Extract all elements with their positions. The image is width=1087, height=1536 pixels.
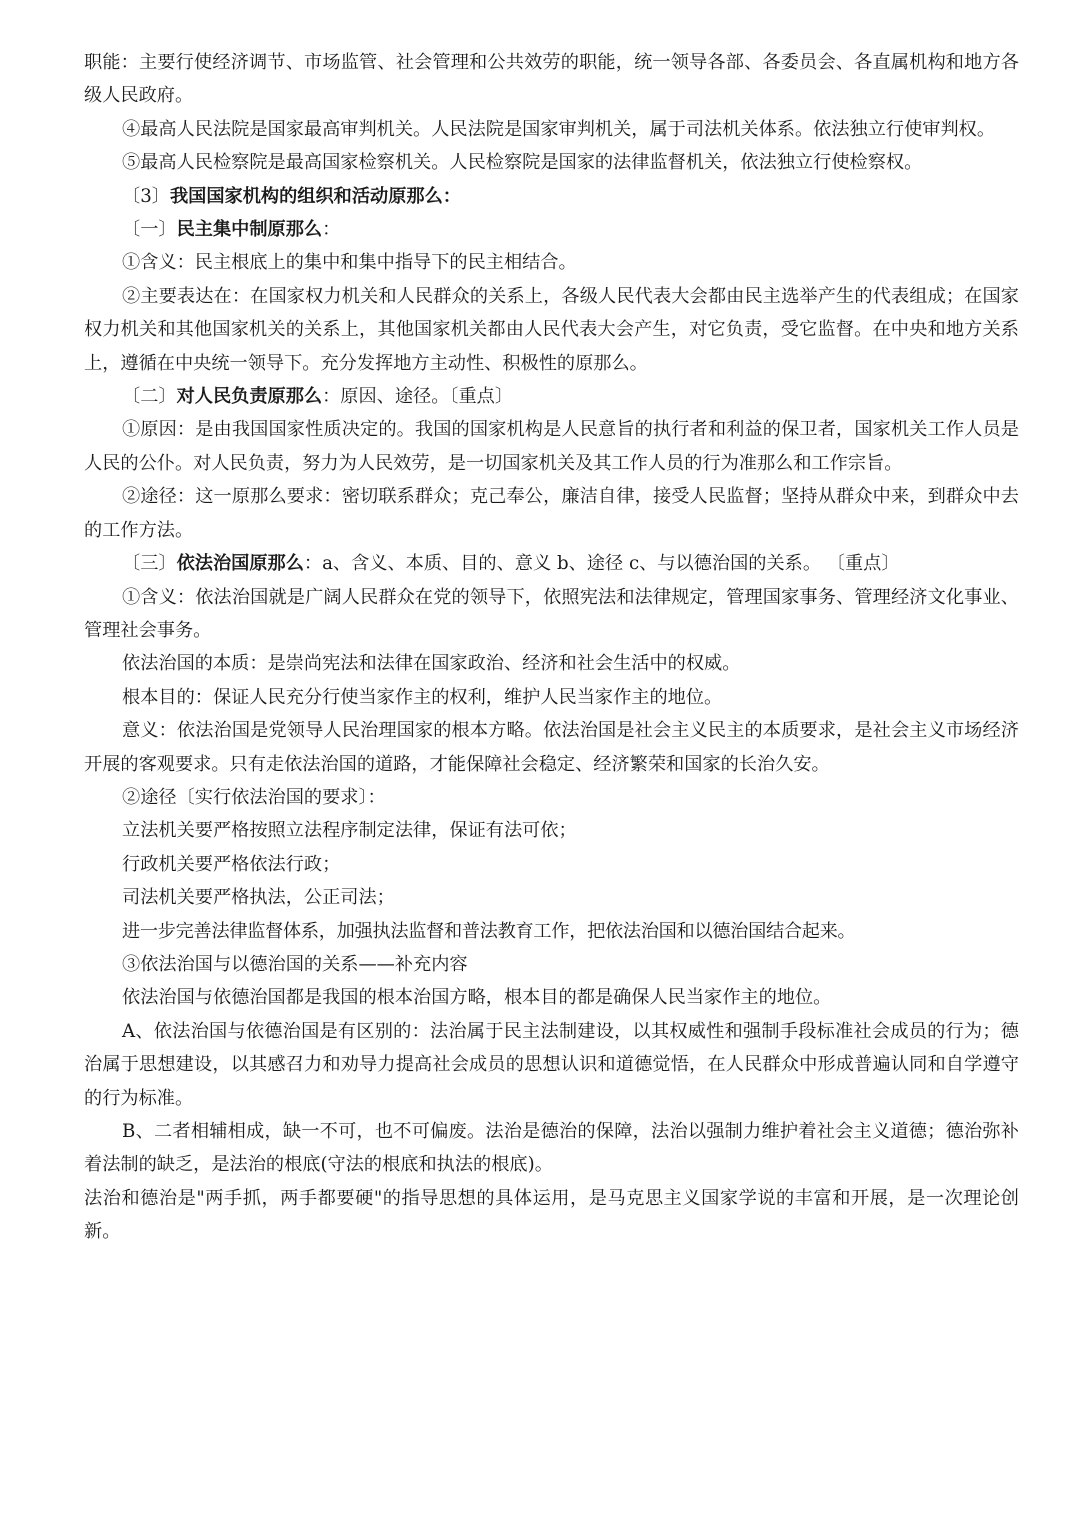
paragraph-procuratorate: ⑤最高人民检察院是最高国家检察机关。人民检察院是国家的法律监督机关，依法独立行使检察权。	[122, 152, 923, 174]
paragraph-approach-heading: ②途径〔实行依法治国的要求〕：	[122, 786, 386, 808]
paragraph-significance: 意义：依法治国是党领导人民治理国家的根本方略。依法治国是社会主义民主的本质要求，是社会主义市场经济开展的客观要求。只有走依法治国的道路，才能保障社会稳定、经济繁荣和国家的长治久安。	[84, 720, 1019, 775]
paragraph-essence: 依法治国的本质：是崇尚宪法和法律在国家政治、经济和社会生活中的权威。	[122, 653, 741, 675]
paragraph-relationship-heading: ③依法治国与以德治国的关系——补充内容	[122, 953, 468, 975]
paragraph-supervision: 进一步完善法律监督体系，加强执法监督和普法教育工作，把依法治国和以德治国结合起来。	[122, 920, 856, 942]
section-heading-principles: 〔3〕我国国家机构的组织和活动原那么：	[122, 185, 461, 207]
paragraph-legislature: 立法机关要严格按照立法程序制定法律，保证有法可依；	[122, 820, 577, 842]
paragraph-functions: 职能：主要行使经济调节、市场监管、社会管理和公共效劳的职能，统一领导各部、各委员会、各直属机构和地方各级人民政府。	[84, 52, 1019, 107]
paragraph-approach: ②途径：这一原那么要求：密切联系群众；克己奉公，廉洁自律，接受人民监督；坚持从群众中来，到群众中去的工作方法。	[84, 486, 1019, 541]
subheading-responsibility: 〔二〕对人民负责原那么：原因、途径。〔重点〕	[122, 386, 514, 408]
paragraph-complementary: B、二者相辅相成，缺一不可，也不可偏废。法治是德治的保障，法治以强制力维护着社会主义道德；德治弥补着法制的缺乏，是法治的根底(守法的根底和执法的根底)。	[84, 1121, 1019, 1176]
paragraph-fundamental-goal: 根本目的：保证人民充分行使当家作主的权利，维护人民当家作主的地位。	[122, 686, 723, 708]
paragraph-reason: ①原因：是由我国国家性质决定的。我国的国家机构是人民意旨的执行者和利益的保卫者，国家机关工作人员是人民的公仆。对人民负责，努力为人民效劳，是一切国家机关及其工作人员的行为准那么和工作宗旨。	[84, 419, 1019, 474]
paragraph-conclusion: 法治和德治是"两手抓，两手都要硬"的指导思想的具体运用，是马克思主义国家学说的丰富和开展，是一次理论创新。	[84, 1187, 1019, 1243]
paragraph-supreme-court: ④最高人民法院是国家最高审判机关。人民法院是国家审判机关，属于司法机关体系。依法独立行使审判权。	[122, 118, 996, 140]
paragraph-judiciary: 司法机关要严格执法，公正司法；	[122, 887, 395, 909]
paragraph-administration: 行政机关要严格依法行政；	[122, 853, 341, 875]
paragraph-difference: A、依法治国与依德治国是有区别的：法治属于民主法制建设，以其权威性和强制手段标准社会成员的行为；德治属于思想建设，以其感召力和劝导力提高社会成员的思想认识和道德觉悟，在人民群众中形成普遍认同和自学遵守的行为标准。	[84, 1020, 1019, 1109]
subheading-democratic-centralism: 〔一〕民主集中制原那么：	[122, 219, 341, 241]
paragraph-meaning: ①含义：民主根底上的集中和集中指导下的民主相结合。	[122, 252, 577, 274]
subheading-rule-of-law: 〔三〕依法治国原那么：a、含义、本质、目的、意义 b、途径 c、与以德治国的关系。 〔重点〕	[122, 553, 900, 575]
paragraph-rule-of-law-meaning: ①含义：依法治国就是广阔人民群众在党的领导下，依照宪法和法律规定，管理国家事务、管理经济文化事业、管理社会事务。	[84, 586, 1019, 641]
paragraph-main-expression: ②主要表达在：在国家权力机关和人民群众的关系上，各级人民代表大会都由民主选举产生的代表组成；在国家权力机关和其他国家机关的关系上，其他国家机关都由人民代表大会产生，对它负责，受它监督。在中央和地方关系上，遵循在中央统一领导下。充分发挥地方主动性、积极性的原那么。	[84, 285, 1019, 374]
paragraph-both-strategies: 依法治国与依德治国都是我国的根本治国方略，根本目的都是确保人民当家作主的地位。	[122, 987, 832, 1009]
